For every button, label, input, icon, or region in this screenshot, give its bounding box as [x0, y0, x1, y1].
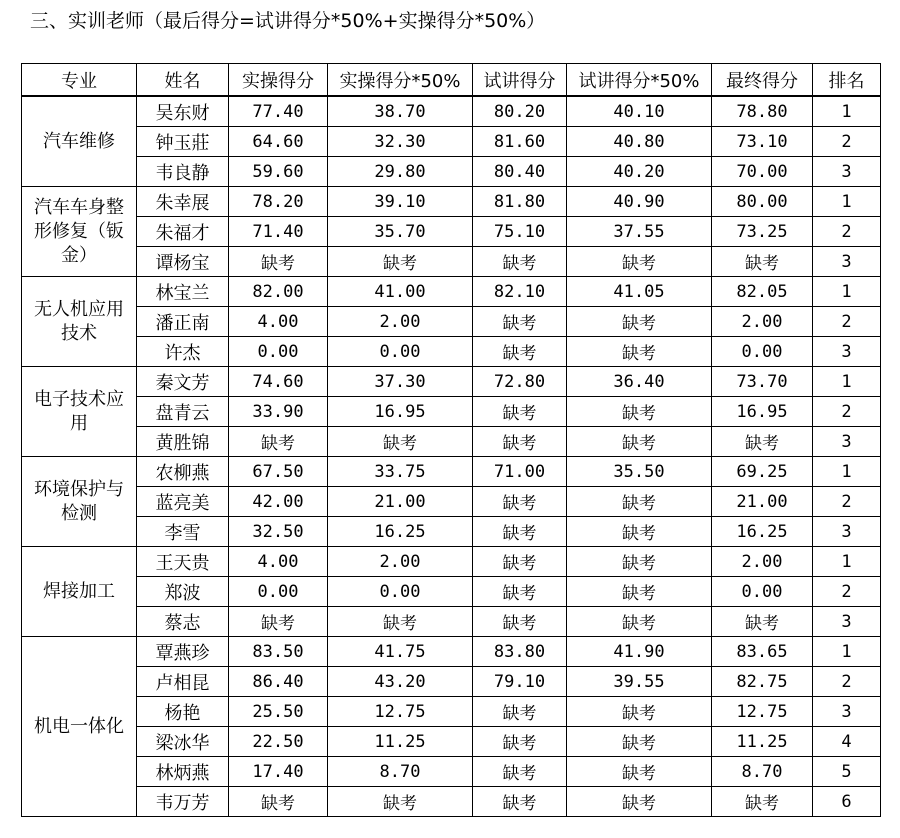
cell-practical-score: 4.00 [229, 307, 328, 337]
cell-rank: 3 [813, 697, 881, 727]
cell-practical-score: 缺考 [229, 427, 328, 457]
cell-final-score: 12.75 [712, 697, 813, 727]
cell-practical-half: 0.00 [328, 337, 473, 367]
cell-major: 无人机应用技术 [22, 277, 137, 367]
cell-rank: 3 [813, 157, 881, 187]
cell-lecture-score: 缺考 [473, 487, 567, 517]
cell-lecture-score: 71.00 [473, 457, 567, 487]
cell-rank: 3 [813, 607, 881, 637]
table-row [22, 397, 881, 427]
cell-name: 黄胜锦 [137, 427, 229, 457]
cell-lecture-score: 缺考 [473, 577, 567, 607]
cell-final-score: 缺考 [712, 607, 813, 637]
cell-name: 吴东财 [137, 96, 229, 127]
cell-practical-half: 37.30 [328, 367, 473, 397]
cell-name: 朱幸展 [137, 187, 229, 217]
cell-lecture-half: 40.20 [567, 157, 712, 187]
cell-name: 韦万芳 [137, 787, 229, 817]
table-row [22, 337, 881, 367]
cell-practical-half: 0.00 [328, 577, 473, 607]
header-lecture-score: 试讲得分 [473, 64, 567, 97]
cell-name: 郑波 [137, 577, 229, 607]
cell-name: 梁冰华 [137, 727, 229, 757]
cell-practical-score: 缺考 [229, 247, 328, 277]
cell-lecture-score: 缺考 [473, 727, 567, 757]
cell-name: 林宝兰 [137, 277, 229, 307]
cell-lecture-half: 37.55 [567, 217, 712, 247]
table-body [22, 96, 881, 817]
cell-name: 王天贵 [137, 547, 229, 577]
cell-lecture-half: 缺考 [567, 397, 712, 427]
cell-rank: 1 [813, 367, 881, 397]
cell-rank: 6 [813, 787, 881, 817]
cell-final-score: 78.80 [712, 96, 813, 127]
score-table [21, 63, 881, 817]
cell-name: 秦文芳 [137, 367, 229, 397]
cell-rank: 2 [813, 397, 881, 427]
cell-practical-score: 86.40 [229, 667, 328, 697]
cell-name: 钟玉莊 [137, 127, 229, 157]
cell-practical-score: 78.20 [229, 187, 328, 217]
cell-lecture-half: 缺考 [567, 247, 712, 277]
cell-lecture-score: 83.80 [473, 637, 567, 667]
cell-lecture-score: 缺考 [473, 757, 567, 787]
table-row [22, 547, 881, 577]
cell-practical-score: 17.40 [229, 757, 328, 787]
table-row [22, 96, 881, 127]
header-practical-half: 实操得分*50% [328, 64, 473, 97]
cell-rank: 2 [813, 127, 881, 157]
cell-final-score: 8.70 [712, 757, 813, 787]
cell-name: 李雪 [137, 517, 229, 547]
cell-lecture-score: 缺考 [473, 517, 567, 547]
cell-practical-half: 21.00 [328, 487, 473, 517]
table-row [22, 247, 881, 277]
cell-rank: 2 [813, 487, 881, 517]
cell-lecture-half: 缺考 [567, 787, 712, 817]
cell-practical-score: 77.40 [229, 96, 328, 127]
table-row [22, 427, 881, 457]
header-row [22, 64, 881, 97]
cell-practical-score: 74.60 [229, 367, 328, 397]
cell-name: 农柳燕 [137, 457, 229, 487]
header-rank: 排名 [813, 64, 881, 97]
cell-lecture-half: 39.55 [567, 667, 712, 697]
cell-practical-half: 35.70 [328, 217, 473, 247]
header-practical-score: 实操得分 [229, 64, 328, 97]
cell-rank: 2 [813, 667, 881, 697]
cell-practical-half: 缺考 [328, 607, 473, 637]
header-name: 姓名 [137, 64, 229, 97]
table-row [22, 787, 881, 817]
cell-rank: 1 [813, 277, 881, 307]
cell-lecture-half: 41.05 [567, 277, 712, 307]
cell-final-score: 73.10 [712, 127, 813, 157]
cell-rank: 1 [813, 96, 881, 127]
cell-rank: 3 [813, 337, 881, 367]
cell-rank: 1 [813, 187, 881, 217]
cell-practical-score: 82.00 [229, 277, 328, 307]
cell-final-score: 缺考 [712, 427, 813, 457]
cell-rank: 3 [813, 427, 881, 457]
cell-major: 电子技术应用 [22, 367, 137, 457]
cell-lecture-half: 缺考 [567, 577, 712, 607]
cell-lecture-half: 缺考 [567, 697, 712, 727]
table-row [22, 667, 881, 697]
cell-name: 潘正南 [137, 307, 229, 337]
cell-practical-score: 33.90 [229, 397, 328, 427]
table-row [22, 157, 881, 187]
cell-practical-score: 42.00 [229, 487, 328, 517]
cell-practical-score: 25.50 [229, 697, 328, 727]
cell-major: 环境保护与检测 [22, 457, 137, 547]
cell-lecture-score: 缺考 [473, 787, 567, 817]
cell-practical-half: 41.00 [328, 277, 473, 307]
cell-practical-half: 39.10 [328, 187, 473, 217]
cell-lecture-score: 缺考 [473, 427, 567, 457]
cell-lecture-score: 81.80 [473, 187, 567, 217]
cell-major: 汽车车身整形修复（钣金） [22, 187, 137, 277]
cell-practical-half: 11.25 [328, 727, 473, 757]
table-row [22, 697, 881, 727]
cell-lecture-half: 缺考 [567, 607, 712, 637]
cell-lecture-score: 缺考 [473, 247, 567, 277]
cell-final-score: 82.75 [712, 667, 813, 697]
table-row [22, 487, 881, 517]
cell-final-score: 16.25 [712, 517, 813, 547]
table-row [22, 307, 881, 337]
cell-lecture-score: 缺考 [473, 607, 567, 637]
cell-lecture-half: 40.90 [567, 187, 712, 217]
cell-rank: 4 [813, 727, 881, 757]
cell-lecture-score: 80.40 [473, 157, 567, 187]
cell-lecture-half: 35.50 [567, 457, 712, 487]
section-title: 三、实训老师（最后得分=试讲得分*50%+实操得分*50%） [30, 10, 546, 32]
cell-practical-half: 29.80 [328, 157, 473, 187]
cell-practical-half: 43.20 [328, 667, 473, 697]
cell-rank: 5 [813, 757, 881, 787]
cell-practical-score: 0.00 [229, 337, 328, 367]
cell-major: 机电一体化 [22, 637, 137, 817]
cell-practical-score: 83.50 [229, 637, 328, 667]
cell-practical-half: 16.95 [328, 397, 473, 427]
cell-practical-score: 59.60 [229, 157, 328, 187]
cell-name: 蔡志 [137, 607, 229, 637]
cell-rank: 2 [813, 217, 881, 247]
cell-final-score: 83.65 [712, 637, 813, 667]
cell-lecture-half: 缺考 [567, 487, 712, 517]
cell-name: 杨艳 [137, 697, 229, 727]
table-row [22, 127, 881, 157]
cell-practical-score: 4.00 [229, 547, 328, 577]
table-row [22, 577, 881, 607]
cell-final-score: 缺考 [712, 247, 813, 277]
cell-practical-half: 33.75 [328, 457, 473, 487]
cell-final-score: 70.00 [712, 157, 813, 187]
cell-lecture-score: 缺考 [473, 697, 567, 727]
cell-name: 朱福才 [137, 217, 229, 247]
cell-lecture-half: 缺考 [567, 427, 712, 457]
cell-final-score: 73.70 [712, 367, 813, 397]
cell-name: 覃燕珍 [137, 637, 229, 667]
cell-practical-score: 缺考 [229, 787, 328, 817]
cell-lecture-score: 75.10 [473, 217, 567, 247]
cell-lecture-half: 缺考 [567, 727, 712, 757]
cell-final-score: 21.00 [712, 487, 813, 517]
cell-name: 韦良静 [137, 157, 229, 187]
cell-practical-half: 缺考 [328, 787, 473, 817]
table-row [22, 517, 881, 547]
cell-practical-half: 38.70 [328, 96, 473, 127]
cell-lecture-half: 缺考 [567, 307, 712, 337]
cell-name: 卢相昆 [137, 667, 229, 697]
cell-rank: 1 [813, 637, 881, 667]
cell-rank: 1 [813, 457, 881, 487]
cell-lecture-half: 缺考 [567, 517, 712, 547]
cell-practical-half: 缺考 [328, 427, 473, 457]
cell-practical-half: 缺考 [328, 247, 473, 277]
cell-lecture-half: 40.80 [567, 127, 712, 157]
cell-final-score: 2.00 [712, 547, 813, 577]
table-row [22, 457, 881, 487]
cell-final-score: 73.25 [712, 217, 813, 247]
table-row [22, 187, 881, 217]
table-row [22, 757, 881, 787]
cell-final-score: 0.00 [712, 577, 813, 607]
cell-name: 谭杨宝 [137, 247, 229, 277]
cell-practical-half: 8.70 [328, 757, 473, 787]
cell-practical-score: 64.60 [229, 127, 328, 157]
cell-practical-score: 22.50 [229, 727, 328, 757]
cell-lecture-score: 82.10 [473, 277, 567, 307]
cell-lecture-score: 缺考 [473, 337, 567, 367]
cell-practical-half: 32.30 [328, 127, 473, 157]
cell-rank: 2 [813, 577, 881, 607]
cell-rank: 3 [813, 247, 881, 277]
table-row [22, 637, 881, 667]
cell-practical-half: 2.00 [328, 307, 473, 337]
header-final-score: 最终得分 [712, 64, 813, 97]
cell-lecture-half: 40.10 [567, 96, 712, 127]
cell-major: 焊接加工 [22, 547, 137, 637]
cell-lecture-half: 41.90 [567, 637, 712, 667]
cell-practical-half: 41.75 [328, 637, 473, 667]
cell-final-score: 缺考 [712, 787, 813, 817]
cell-rank: 2 [813, 307, 881, 337]
table-row [22, 277, 881, 307]
cell-lecture-score: 80.20 [473, 96, 567, 127]
cell-practical-score: 32.50 [229, 517, 328, 547]
cell-lecture-score: 缺考 [473, 547, 567, 577]
cell-lecture-score: 79.10 [473, 667, 567, 697]
cell-name: 蓝亮美 [137, 487, 229, 517]
cell-lecture-half: 36.40 [567, 367, 712, 397]
table-row [22, 367, 881, 397]
cell-name: 林炳燕 [137, 757, 229, 787]
cell-lecture-score: 缺考 [473, 307, 567, 337]
table-row [22, 607, 881, 637]
cell-lecture-half: 缺考 [567, 337, 712, 367]
cell-lecture-score: 缺考 [473, 397, 567, 427]
cell-practical-half: 16.25 [328, 517, 473, 547]
cell-final-score: 82.05 [712, 277, 813, 307]
cell-final-score: 80.00 [712, 187, 813, 217]
cell-final-score: 16.95 [712, 397, 813, 427]
table-row [22, 727, 881, 757]
cell-practical-score: 缺考 [229, 607, 328, 637]
cell-major: 汽车维修 [22, 96, 137, 187]
cell-lecture-half: 缺考 [567, 757, 712, 787]
cell-rank: 3 [813, 517, 881, 547]
cell-final-score: 0.00 [712, 337, 813, 367]
cell-name: 许杰 [137, 337, 229, 367]
cell-final-score: 69.25 [712, 457, 813, 487]
cell-lecture-score: 72.80 [473, 367, 567, 397]
cell-practical-score: 67.50 [229, 457, 328, 487]
cell-lecture-half: 缺考 [567, 547, 712, 577]
cell-practical-score: 0.00 [229, 577, 328, 607]
cell-lecture-score: 81.60 [473, 127, 567, 157]
cell-final-score: 2.00 [712, 307, 813, 337]
cell-practical-half: 2.00 [328, 547, 473, 577]
table-row [22, 217, 881, 247]
cell-practical-score: 71.40 [229, 217, 328, 247]
header-major: 专业 [22, 64, 137, 97]
header-lecture-half: 试讲得分*50% [567, 64, 712, 97]
cell-final-score: 11.25 [712, 727, 813, 757]
cell-rank: 1 [813, 547, 881, 577]
cell-practical-half: 12.75 [328, 697, 473, 727]
cell-name: 盘青云 [137, 397, 229, 427]
